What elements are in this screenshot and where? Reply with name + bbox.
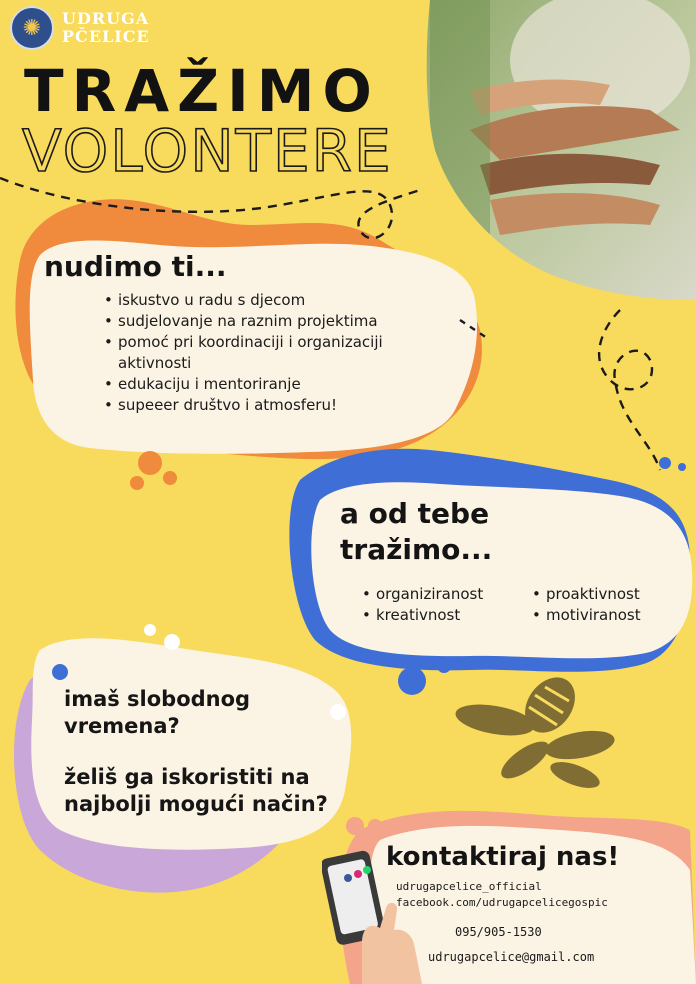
logo-line-2: PČELICE <box>62 27 150 46</box>
question-1-line-2: vremena? <box>64 714 180 738</box>
contact-heading: kontaktiraj nas! <box>386 842 620 872</box>
ask-list-col-2 <box>530 584 690 626</box>
offer-item: • edukaciju i mentoriranje <box>102 374 432 395</box>
ask-item: • proaktivnost <box>530 584 690 605</box>
ask-item: • motiviranost <box>530 605 690 626</box>
bee-emblem-icon: ✺ <box>10 6 54 50</box>
logo <box>10 6 150 50</box>
question-2-line-1: želiš ga iskoristiti na <box>64 765 310 789</box>
ask-heading-line-1: a od tebe <box>340 497 490 530</box>
offer-item: • pomoć pri koordinaciji i organizaciji <box>102 332 432 353</box>
ask-item: • kreativnost <box>360 605 530 626</box>
title-line-1: TRAŽIMO <box>24 57 380 125</box>
offer-list <box>102 290 432 416</box>
bee-icon <box>455 665 625 795</box>
offer-item: • supeeer društvo i atmosferu! <box>102 395 432 416</box>
contact-phone[interactable]: 095/905-1530 <box>455 925 542 939</box>
title-line-2: VOLONTERE <box>22 117 393 185</box>
contact-facebook[interactable]: facebook.com/udrugapcelicegospic <box>396 896 608 909</box>
logo-line-1: UDRUGA <box>62 9 150 28</box>
offer-heading: nudimo ti... <box>44 250 227 283</box>
hands-photo <box>420 0 696 300</box>
offer-item: • iskustvo u radu s djecom <box>102 290 432 311</box>
offer-item: • sudjelovanje na raznim projektima <box>102 311 432 332</box>
ask-list-col-1 <box>360 584 530 626</box>
question-1-line-1: imaš slobodnog <box>64 687 251 711</box>
question-2 <box>64 764 328 818</box>
question-1 <box>64 686 250 740</box>
contact-instagram[interactable]: udrugapcelice_official <box>396 880 542 893</box>
contact-email[interactable]: udrugapcelice@gmail.com <box>428 950 595 964</box>
question-2-line-2: najbolji mogući način? <box>64 792 328 816</box>
ask-item: • organiziranost <box>360 584 530 605</box>
offer-item-continuation: aktivnosti <box>118 354 192 372</box>
ask-heading-line-2: tražimo... <box>340 533 493 566</box>
ask-heading <box>340 496 492 568</box>
